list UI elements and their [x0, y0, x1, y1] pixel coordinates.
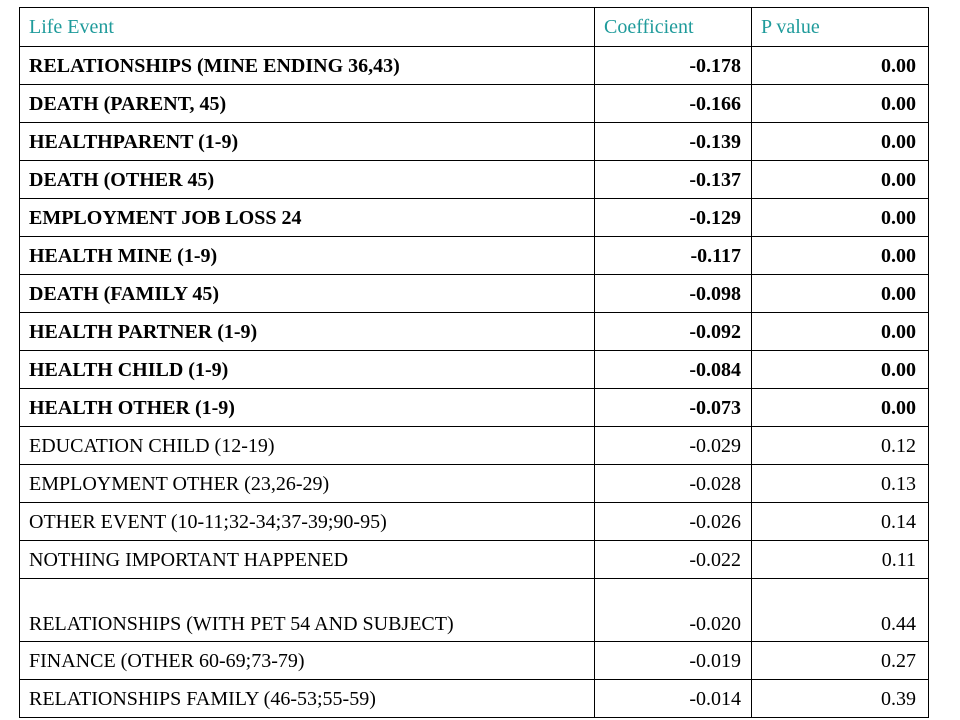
p-value-cell: 0.00 — [752, 313, 929, 351]
life-event-cell: EDUCATION CHILD (12-19) — [20, 427, 595, 465]
life-event-cell: HEALTH CHILD (1-9) — [20, 351, 595, 389]
coefficient-cell: -0.084 — [595, 351, 752, 389]
table-row — [20, 541, 929, 579]
table-row — [20, 123, 929, 161]
p-value-cell: 0.11 — [752, 541, 929, 579]
life-event-cell: EMPLOYMENT OTHER (23,26-29) — [20, 465, 595, 503]
coefficient-cell: -0.166 — [595, 85, 752, 123]
table-row — [20, 275, 929, 313]
coefficient-cell: -0.129 — [595, 199, 752, 237]
coefficient-cell: -0.026 — [595, 503, 752, 541]
table-row — [20, 351, 929, 389]
p-value-cell: 0.00 — [752, 199, 929, 237]
coefficient-cell: -0.098 — [595, 275, 752, 313]
header-p-value: P value — [752, 8, 929, 47]
life-event-cell: OTHER EVENT (10-11;32-34;37-39;90-95) — [20, 503, 595, 541]
coefficient-cell: -0.137 — [595, 161, 752, 199]
life-event-cell: FINANCE (OTHER 60-69;73-79) — [20, 642, 595, 680]
p-value-cell: 0.39 — [752, 680, 929, 718]
coefficient-cell: -0.073 — [595, 389, 752, 427]
table-row — [20, 47, 929, 85]
p-value-cell: 0.27 — [752, 642, 929, 680]
coefficient-cell: -0.014 — [595, 680, 752, 718]
life-event-cell: HEALTH PARTNER (1-9) — [20, 313, 595, 351]
header-row — [20, 8, 929, 47]
table-row — [20, 389, 929, 427]
coefficient-cell: -0.020 — [595, 579, 752, 642]
coefficient-cell: -0.178 — [595, 47, 752, 85]
coefficient-cell: -0.028 — [595, 465, 752, 503]
life-event-cell: RELATIONSHIPS (WITH PET 54 AND SUBJECT) — [20, 579, 595, 642]
p-value-cell: 0.13 — [752, 465, 929, 503]
life-event-cell: HEALTHPARENT (1-9) — [20, 123, 595, 161]
p-value-cell: 0.00 — [752, 123, 929, 161]
p-value-cell: 0.00 — [752, 237, 929, 275]
table-row — [20, 642, 929, 680]
life-event-cell: RELATIONSHIPS (MINE ENDING 36,43) — [20, 47, 595, 85]
header-coefficient: Coefficient — [595, 8, 752, 47]
p-value-cell: 0.00 — [752, 85, 929, 123]
p-value-cell: 0.00 — [752, 275, 929, 313]
table-body — [20, 47, 929, 718]
p-value-cell: 0.00 — [752, 161, 929, 199]
life-event-cell: RELATIONSHIPS FAMILY (46-53;55-59) — [20, 680, 595, 718]
table-row — [20, 313, 929, 351]
p-value-cell: 0.14 — [752, 503, 929, 541]
coefficient-cell: -0.092 — [595, 313, 752, 351]
p-value-cell: 0.00 — [752, 389, 929, 427]
table-row — [20, 680, 929, 718]
life-event-cell: EMPLOYMENT JOB LOSS 24 — [20, 199, 595, 237]
table-row — [20, 503, 929, 541]
life-event-cell: DEATH (OTHER 45) — [20, 161, 595, 199]
coefficient-cell: -0.022 — [595, 541, 752, 579]
life-event-cell: DEATH (FAMILY 45) — [20, 275, 595, 313]
table-row — [20, 85, 929, 123]
table-row — [20, 161, 929, 199]
coefficient-cell: -0.019 — [595, 642, 752, 680]
p-value-cell: 0.44 — [752, 579, 929, 642]
p-value-cell: 0.12 — [752, 427, 929, 465]
table-row — [20, 199, 929, 237]
life-event-cell: NOTHING IMPORTANT HAPPENED — [20, 541, 595, 579]
table-row — [20, 237, 929, 275]
table-row — [20, 465, 929, 503]
life-event-cell: DEATH (PARENT, 45) — [20, 85, 595, 123]
table-row — [20, 579, 929, 642]
coefficient-cell: -0.139 — [595, 123, 752, 161]
table-row — [20, 427, 929, 465]
p-value-cell: 0.00 — [752, 47, 929, 85]
coefficient-cell: -0.029 — [595, 427, 752, 465]
coefficient-cell: -0.117 — [595, 237, 752, 275]
header-life-event: Life Event — [20, 8, 595, 47]
life-events-table — [19, 7, 929, 718]
life-event-cell: HEALTH OTHER (1-9) — [20, 389, 595, 427]
p-value-cell: 0.00 — [752, 351, 929, 389]
life-event-cell: HEALTH MINE (1-9) — [20, 237, 595, 275]
